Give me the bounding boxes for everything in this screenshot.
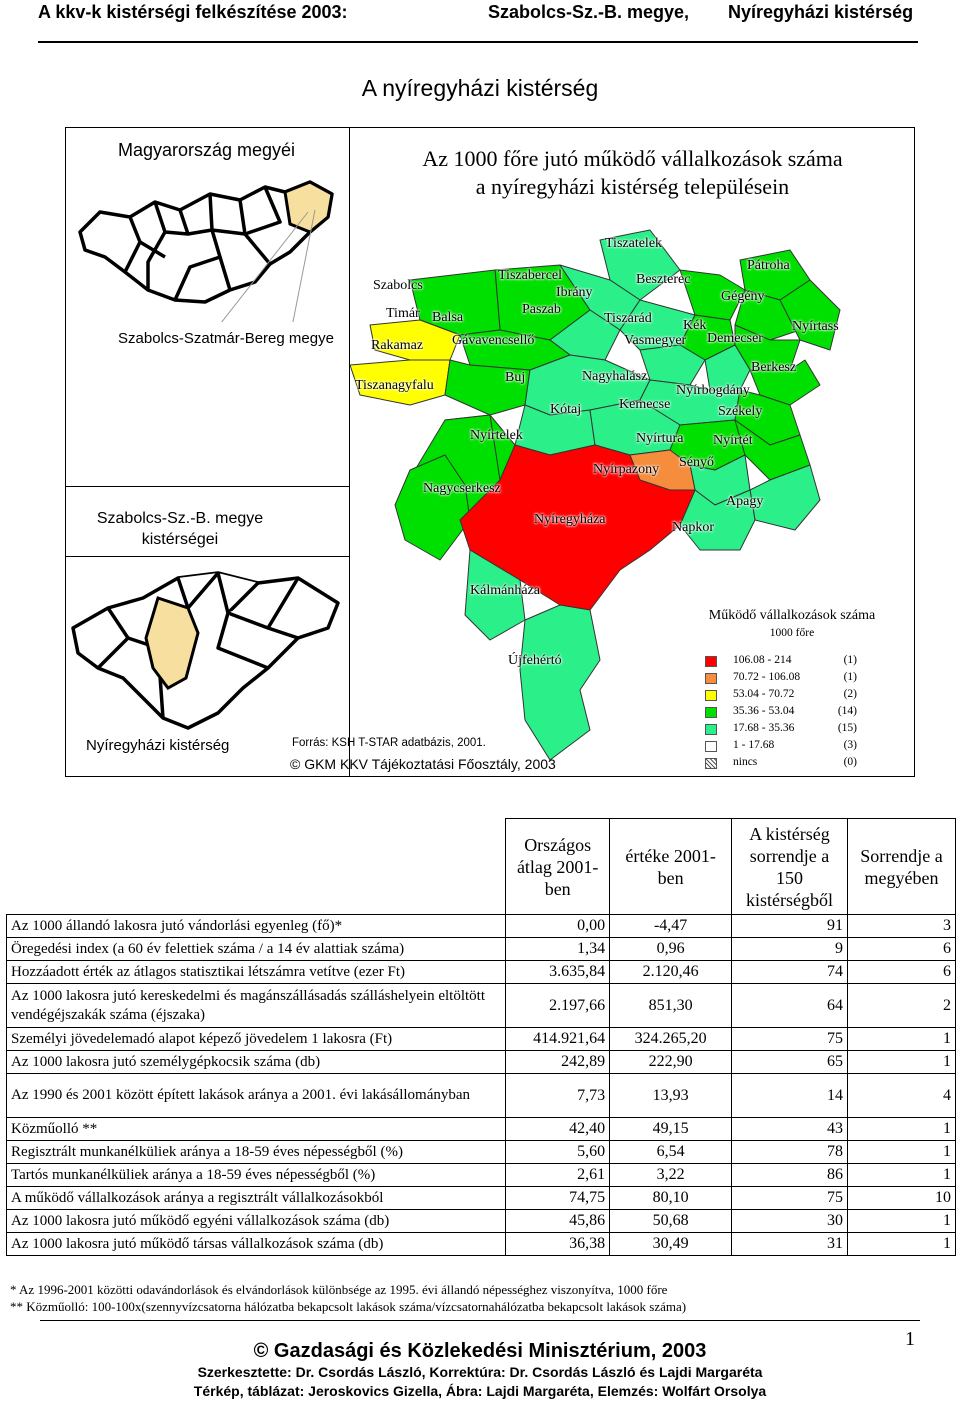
town-label: Újfehértó — [508, 653, 562, 668]
rank-county-cell: 1 — [848, 1028, 956, 1051]
national-average-cell: 5,60 — [506, 1141, 610, 1164]
value-cell: 13,93 — [610, 1074, 732, 1118]
town-label: Kálmánháza — [470, 583, 540, 598]
national-average-cell: 2,61 — [506, 1164, 610, 1187]
row-label: Regisztrált munkanélküliek aránya a 18-59 éves népességből (%) — [7, 1141, 506, 1164]
table-row — [7, 1233, 956, 1256]
map-copyright: © GKM KKV Tájékoztatási Főosztály, 2003 — [290, 756, 556, 772]
map-title — [350, 145, 915, 201]
rank-county-cell: 2 — [848, 984, 956, 1028]
row-label: Az 1990 és 2001 között épített lakások aránya a 2001. évi lakásállományban — [7, 1074, 506, 1118]
rank-150-cell: 75 — [732, 1187, 848, 1210]
legend-range: 106.08 - 214 — [733, 654, 792, 666]
town-label: Sényő — [679, 455, 714, 470]
legend-swatch — [705, 724, 717, 735]
row-label: Az 1000 állandó lakosra jutó vándorlási egyenleg (fő)* — [7, 915, 506, 938]
col-rank-150-title: A kistérség — [749, 823, 830, 844]
town-label: Timár — [386, 306, 420, 321]
header-middle: Szabolcs-Sz.-B. megye, — [488, 2, 690, 22]
national-average-cell: 42,40 — [506, 1118, 610, 1141]
legend-swatch — [705, 707, 717, 718]
value-cell: 49,15 — [610, 1118, 732, 1141]
legend-count: (3) — [843, 739, 857, 751]
table-row — [7, 1210, 956, 1233]
town-label: Tiszanagyfalu — [355, 378, 434, 393]
map-title-line2: a nyíregyházi kistérség településein — [475, 174, 790, 199]
legend-count: (15) — [837, 722, 857, 734]
table-row — [7, 1164, 956, 1187]
rank-150-cell: 9 — [732, 938, 848, 961]
rank-county-cell: 4 — [848, 1074, 956, 1118]
town-label: Székely — [718, 404, 763, 419]
legend-count: (2) — [843, 688, 857, 700]
town-label: Balsa — [432, 310, 464, 325]
legend-swatch — [705, 741, 717, 752]
town-label: Buj — [505, 370, 526, 385]
national-average-cell: 0,00 — [506, 915, 610, 938]
header-right: Nyíregyházi kistérség — [728, 2, 914, 22]
town-label: Kék — [683, 318, 707, 333]
col-rank-150-sub: sorrendje a 150 kistérségből — [746, 845, 834, 910]
credit-authors: Térkép, táblázat: Jeroskovics Gizella, Ábra: Lajdi Margaréta, Elemzés: Wolfárt Orsolya — [193, 1383, 767, 1399]
town-label: Napkor — [672, 520, 714, 535]
table-row — [7, 1118, 956, 1141]
legend-count: (1) — [843, 671, 857, 683]
national-average-cell: 45,86 — [506, 1210, 610, 1233]
credit-editors: Szerkesztette: Dr. Csordás László, Korrektúra: Dr. Csordás László és Lajdi Margaréta — [197, 1364, 763, 1380]
town-label: Gávavencsellő — [452, 333, 535, 348]
footer-divider — [40, 1320, 920, 1321]
value-cell: 50,68 — [610, 1210, 732, 1233]
legend-count: (1) — [843, 654, 857, 666]
header-left: A kkv-k kistérségi felkészítése 2003: — [38, 2, 348, 22]
rank-county-cell: 6 — [848, 938, 956, 961]
county-label: Szabolcs-Szatmár-Bereg megye — [118, 330, 334, 347]
rank-150-cell: 30 — [732, 1210, 848, 1233]
town-label: Nyírtura — [636, 431, 684, 446]
col-national-average: Országos átlag 2001-ben — [506, 819, 610, 915]
rank-150-cell: 14 — [732, 1074, 848, 1118]
row-label: Hozzáadott érték az átlagos statisztikai létszámra vetítve (ezer Ft) — [7, 961, 506, 984]
table-row — [7, 1187, 956, 1210]
legend-subtitle: 1000 főre — [769, 627, 815, 639]
row-label: Tartós munkanélküliek aránya a 18-59 éves népességből (%) — [7, 1164, 506, 1187]
rank-150-cell: 91 — [732, 915, 848, 938]
row-label: A működő vállalkozások aránya a regisztrált vállalkozásokból — [7, 1187, 506, 1210]
town-label: Nyírtass — [792, 319, 839, 334]
town-label: Tiszabercel — [498, 268, 563, 283]
page-title: A nyíregyházi kistérség — [361, 75, 599, 101]
region-ujfeherto — [520, 605, 600, 760]
rank-county-cell: 1 — [848, 1141, 956, 1164]
statistics-table — [6, 818, 956, 1256]
town-label: Rakamaz — [371, 338, 424, 353]
value-cell: 30,49 — [610, 1233, 732, 1256]
town-label: Nyírtelek — [470, 428, 523, 443]
town-label: Nyírpazony — [593, 462, 660, 477]
rank-150-cell: 78 — [732, 1141, 848, 1164]
town-label: Pátroha — [747, 258, 790, 273]
legend-range: 53.04 - 70.72 — [733, 688, 795, 700]
legend-range: 17.68 - 35.36 — [733, 722, 795, 734]
rank-150-cell: 65 — [732, 1051, 848, 1074]
value-cell: 6,54 — [610, 1141, 732, 1164]
table-row — [7, 1074, 956, 1118]
rank-county-cell: 1 — [848, 1118, 956, 1141]
legend-count: (0) — [843, 756, 857, 768]
town-label: Tiszarád — [604, 311, 652, 326]
rank-county-cell: 6 — [848, 961, 956, 984]
town-label: Ibrány — [556, 285, 593, 300]
value-cell: 2.120,46 — [610, 961, 732, 984]
map-legend — [705, 608, 905, 768]
town-label: Nyírtét — [713, 433, 753, 448]
town-label: Paszab — [522, 302, 561, 317]
legend-swatch — [705, 690, 717, 701]
value-cell: 851,30 — [610, 984, 732, 1028]
table-row — [7, 915, 956, 938]
row-label: Az 1000 lakosra jutó működő egyéni vállalkozások száma (db) — [7, 1210, 506, 1233]
town-label: Gégény — [721, 289, 765, 304]
subregion-label: Nyíregyházi kistérség — [86, 737, 230, 754]
rank-150-cell: 75 — [732, 1028, 848, 1051]
rank-150-cell: 31 — [732, 1233, 848, 1256]
national-average-cell: 7,73 — [506, 1074, 610, 1118]
rank-county-cell: 1 — [848, 1233, 956, 1256]
town-label: Kótaj — [550, 402, 582, 417]
national-average-cell: 2.197,66 — [506, 984, 610, 1028]
legend-swatch — [705, 758, 717, 769]
hungary-map-title: Magyarország megyéi — [117, 140, 296, 160]
town-label: Apagy — [726, 494, 764, 509]
value-cell: -4,47 — [610, 915, 732, 938]
row-label: Öregedési index (a 60 év felettiek száma / a 14 év alattiak száma) — [7, 938, 506, 961]
rank-county-cell: 10 — [848, 1187, 956, 1210]
town-label: Szabolcs — [373, 278, 423, 293]
legend-range: nincs — [733, 756, 758, 768]
legend-title: Működő vállalkozások száma — [708, 608, 876, 623]
legend-swatch — [705, 673, 717, 684]
col-rank-150 — [732, 819, 848, 915]
legend-swatch — [705, 656, 717, 667]
row-label: Közműolló ** — [7, 1118, 506, 1141]
national-average-cell: 414.921,64 — [506, 1028, 610, 1051]
town-label: Demecser — [707, 331, 763, 346]
rank-150-cell: 64 — [732, 984, 848, 1028]
value-cell: 222,90 — [610, 1051, 732, 1074]
town-label: Nagyhalász — [582, 369, 648, 384]
table-row — [7, 1141, 956, 1164]
row-label: Az 1000 lakosra jutó működő társas vállalkozások száma (db) — [7, 1233, 506, 1256]
subregions-title: Szabolcs-Sz.-B. megye kistérségei — [96, 510, 264, 548]
rank-county-cell: 1 — [848, 1051, 956, 1074]
footnote-1: * Az 1996-2001 közötti odavándorlások és elvándorlások különbsége az 1995. évi állandó népességhez viszonyítva, 1000 főre — [10, 1282, 668, 1297]
town-label: Berkesz — [751, 360, 797, 375]
map-title-line1: Az 1000 főre jutó működő vállalkozások száma — [422, 146, 843, 171]
value-cell: 324.265,20 — [610, 1028, 732, 1051]
town-label: Tiszatelek — [605, 236, 663, 251]
col-value: értéke 2001-ben — [610, 819, 732, 915]
national-average-cell: 74,75 — [506, 1187, 610, 1210]
national-average-cell: 242,89 — [506, 1051, 610, 1074]
national-average-cell: 1,34 — [506, 938, 610, 961]
row-label: Személyi jövedelemadó alapot képező jövedelem 1 lakosra (Ft) — [7, 1028, 506, 1051]
table-row — [7, 1028, 956, 1051]
map-source: Forrás: KSH T-STAR adatbázis, 2001. — [292, 737, 486, 749]
town-label: Kemecse — [619, 397, 671, 412]
table-row — [7, 938, 956, 961]
national-average-cell: 3.635,84 — [506, 961, 610, 984]
row-label: Az 1000 lakosra jutó kereskedelmi és magánszállásadás szálláshelyein eltöltött vendégéjszakák száma (éjszaka) — [7, 984, 506, 1028]
table-row — [7, 1051, 956, 1074]
value-cell: 3,22 — [610, 1164, 732, 1187]
table-row — [7, 961, 956, 984]
ministry-copyright: © Gazdasági és Közlekedési Minisztérium, 2003 — [253, 1340, 707, 1362]
national-average-cell: 36,38 — [506, 1233, 610, 1256]
value-cell: 0,96 — [610, 938, 732, 961]
legend-count: (14) — [837, 705, 857, 717]
table-row — [7, 984, 956, 1028]
rank-county-cell: 3 — [848, 915, 956, 938]
town-label: Nyíregyháza — [534, 512, 606, 527]
value-cell: 80,10 — [610, 1187, 732, 1210]
rank-150-cell: 86 — [732, 1164, 848, 1187]
rank-150-cell: 74 — [732, 961, 848, 984]
legend-range: 35.36 - 53.04 — [733, 705, 795, 717]
town-label: Vasmegyer — [624, 333, 687, 348]
legend-range: 1 - 17.68 — [733, 739, 775, 751]
hungary-county-map — [70, 172, 350, 322]
rank-county-cell: 1 — [848, 1210, 956, 1233]
town-label: Nyírbogdány — [676, 383, 750, 398]
empty-header-cell — [7, 819, 506, 915]
subregions-map — [68, 568, 348, 738]
footnote-2: ** Közműolló: 100-100x(szennyvízcsatorna hálózatba bekapcsolt lakások száma/vízcsatornahálózatba bekapcsolt lakások száma) — [10, 1299, 687, 1314]
town-label: Beszterec — [636, 272, 691, 287]
header-divider — [38, 41, 918, 43]
rank-county-cell: 1 — [848, 1164, 956, 1187]
row-label: Az 1000 lakosra jutó személygépkocsik száma (db) — [7, 1051, 506, 1074]
legend-range: 70.72 - 106.08 — [733, 671, 801, 683]
page-number: 1 — [905, 1328, 915, 1350]
rank-150-cell: 43 — [732, 1118, 848, 1141]
col-rank-county: Sorrendje a megyében — [848, 819, 956, 915]
town-label: Nagycserkesz — [423, 481, 501, 496]
